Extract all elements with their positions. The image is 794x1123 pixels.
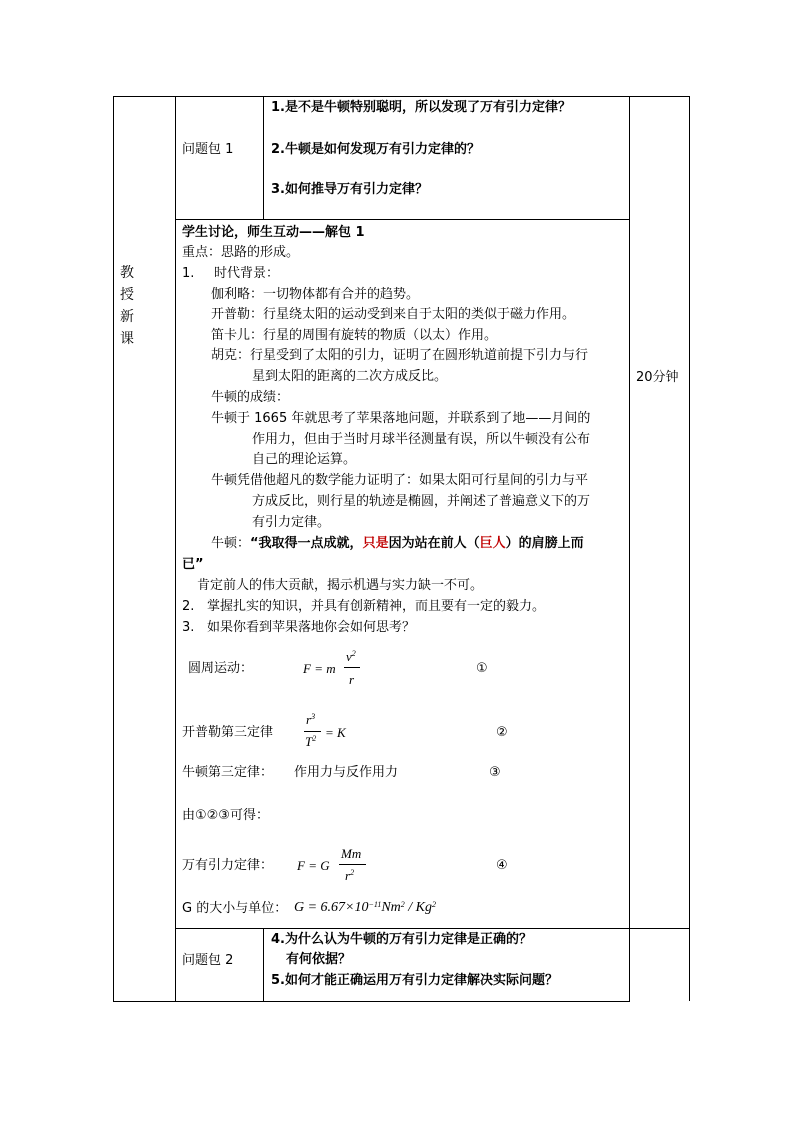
quote-part-a: “我取得一点成就，: [250, 536, 363, 551]
newton-1665-line-2: 作用力，但由于当时月球半径测量有误，所以牛顿没有公布: [252, 432, 591, 447]
eq4-numerator: Mm: [341, 846, 362, 861]
section-label-char-4: 课: [120, 331, 134, 347]
hooke-line-2: 星到太阳的距离的二次方成反比。: [252, 369, 448, 384]
quote-part-c: 因为站在前人（: [388, 536, 480, 551]
circular-motion-label: 圆周运动：: [188, 661, 254, 676]
gravity-law-label: 万有引力定律：: [182, 858, 274, 873]
section-label-char-3: 新: [120, 309, 134, 325]
affirm-line: 肯定前人的伟大贡献，揭示机遇与实力缺一不可。: [197, 578, 484, 593]
eq4-fraction-bar: [339, 864, 366, 865]
quote-part-b: 只是: [362, 536, 389, 551]
discussion-heading: 学生讨论，师生互动——解包 1: [182, 225, 365, 240]
eq1-denominator: r: [349, 672, 355, 687]
pack-label-divider-1: [263, 96, 264, 219]
descartes-line: 笛卡儿：行星的周围有旋转的物质（以太）作用。: [211, 328, 498, 343]
galileo-line: 伽利略：一切物体都有合并的趋势。: [211, 287, 420, 302]
table-left-border: [113, 96, 114, 1001]
newton3-text: 作用力与反作用力: [294, 765, 399, 780]
g-label: G 的大小与单位：: [182, 901, 288, 916]
eq2-denominator: $T^2$: [305, 734, 317, 749]
newton-math-line-1: 牛顿凭借他超凡的数学能力证明了：如果太阳可行星间的引力与平: [211, 473, 589, 488]
item2-text: 掌握扎实的知识，并具有创新精神，而且要有一定的毅力。: [207, 599, 546, 614]
eq2-rhs: = K: [325, 725, 346, 740]
time-allotted: 20分钟: [636, 370, 679, 385]
eq2-fraction-bar: [304, 731, 321, 732]
quote-prefix: 牛顿：: [211, 536, 251, 551]
newton-1665-line-3: 自己的理论运算。: [252, 452, 357, 467]
quote-part-e: ）的肩膀上而: [505, 536, 584, 551]
eq4-denominator: $r^2$: [345, 868, 355, 883]
newton3-label: 牛顿第三定律：: [182, 765, 274, 780]
hooke-line-1: 胡克：行星受到了太阳的引力，证明了在圆形轨道前提下引力与行: [211, 348, 589, 363]
pack2-question-5: 5.如何才能正确运用万有引力定律解决实际问题？: [271, 973, 558, 988]
derive-line: 由①②③可得：: [182, 808, 269, 823]
newton-math-line-3: 有引力定律。: [252, 515, 331, 530]
section-label-char-2: 授: [120, 287, 134, 303]
item1-title: 时代背景：: [214, 266, 280, 281]
problem-pack-2-label: 问题包 2: [182, 953, 234, 968]
pack2-question-4-line-2: 有何依据？: [286, 952, 352, 967]
eq1-lhs: F = m: [303, 661, 336, 676]
g-value: $G = 6.67\times 10^{-11}Nm^2 / Kg^2$: [294, 900, 437, 915]
eq1-numerator: $v^2$: [346, 649, 356, 664]
item1-number: 1.: [182, 266, 195, 281]
newton-math-line-2: 方成反比，则行星的轨迹是椭圆，并阐述了普遍意义下的万: [252, 494, 591, 509]
eq4-lhs: F = G: [297, 858, 330, 873]
table-bottom-border: [113, 1001, 630, 1002]
pack1-question-1: 1.是不是牛顿特别聪明，所以发现了万有引力定律？: [271, 100, 571, 115]
pack2-top-border: [175, 928, 690, 929]
quote-part-d: 巨人: [479, 536, 506, 551]
pack1-bottom-border: [175, 219, 630, 220]
quote-part-f: 已”: [182, 557, 204, 572]
eq1-fraction-bar: [344, 667, 360, 668]
eq4-marker: ④: [496, 858, 508, 873]
pack-label-divider-2: [263, 928, 264, 1001]
eq2-numerator: $r^3$: [306, 712, 316, 727]
item2-number: 2.: [182, 599, 195, 614]
newton-achievements: 牛顿的成绩：: [211, 390, 290, 405]
pack1-question-3: 3.如何推导万有引力定律？: [271, 182, 428, 197]
label-col-border: [175, 96, 176, 1001]
eq2-marker: ②: [496, 725, 508, 740]
table-right-border: [689, 96, 690, 1001]
item3-number: 3.: [182, 620, 195, 635]
eq3-marker: ③: [489, 765, 501, 780]
time-col-border: [629, 96, 630, 1001]
problem-pack-1-label: 问题包 1: [182, 142, 234, 157]
kepler-line: 开普勒：行星绕太阳的运动受到来自于太阳的类似于磁力作用。: [211, 307, 576, 322]
newton-quote-line: [211, 537, 584, 550]
section-label-char-1: 教: [120, 265, 134, 281]
eq1-marker: ①: [476, 661, 488, 676]
kepler3-label: 开普勒第三定律: [182, 725, 274, 740]
pack1-question-2: 2.牛顿是如何发现万有引力定律的？: [271, 142, 480, 157]
item3-text: 如果你看到苹果落地你会如何思考？: [207, 620, 416, 635]
newton-1665-line-1: 牛顿于 1665 年就思考了苹果落地问题，并联系到了地——月间的: [211, 411, 591, 426]
pack2-question-4-line-1: 4.为什么认为牛顿的万有引力定律是正确的？: [271, 932, 532, 947]
table-top-border: [113, 96, 690, 97]
focus-line: 重点：思路的形成。: [182, 245, 300, 260]
